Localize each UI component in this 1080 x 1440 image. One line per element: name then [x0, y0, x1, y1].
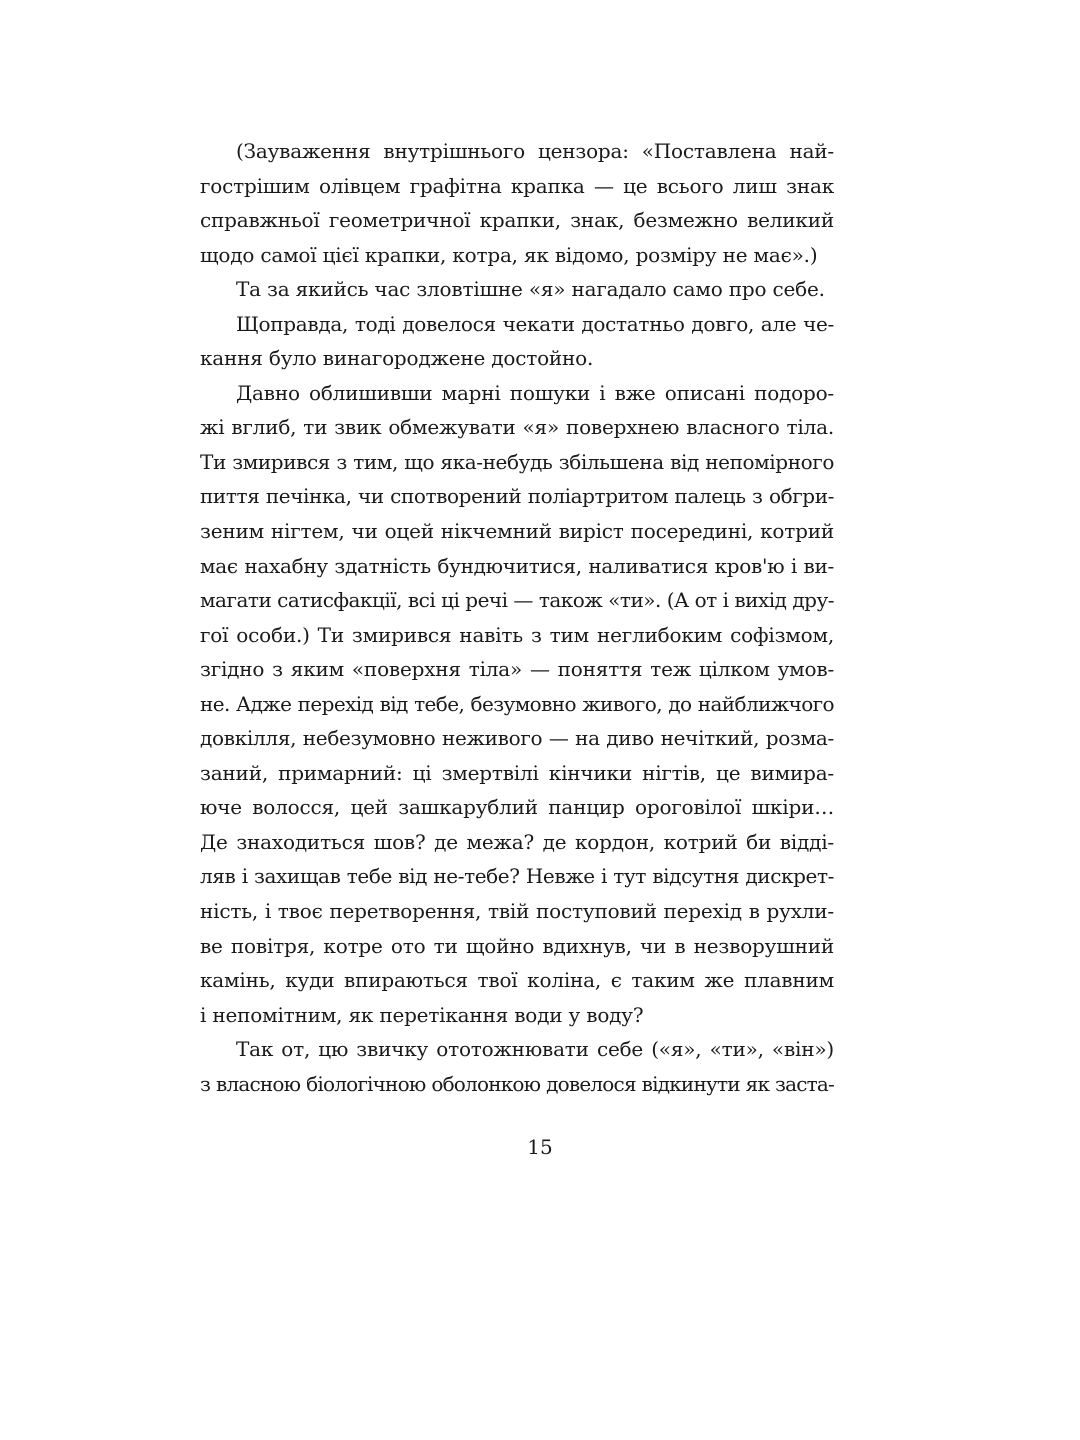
text-line: ність, і твоє перетворення, твій поступовий перехід в рухли-	[200, 899, 834, 924]
text-line: і непомітним, як перетікання води у воду?	[200, 1002, 644, 1027]
text-line: справжньої геометричної крапки, знак, безмежно великий	[200, 208, 834, 233]
text-line: щодо самої цієї крапки, котра, як відомо, розміру не має».)	[200, 242, 818, 267]
text-line: довкілля, небезумовно неживого — на диво нечіткий, розма-	[200, 726, 834, 751]
text-line: Ти змирився з тим, що яка-небудь збільшена від непомірного	[200, 449, 834, 474]
text-line: Щоправда, тоді довелося чекати достатньо довго, але че-	[236, 311, 834, 336]
text-line: гої особи.) Ти змирився навіть з тим неглибоким софізмом,	[200, 622, 834, 647]
text-line: гострішим олівцем графітна крапка — це всього лиш знак	[200, 173, 834, 198]
text-line: пиття печінка, чи спотворений поліартритом палець з обгри-	[200, 484, 834, 509]
text-line: магати сатисфакції, всі ці речі — також «ти». (А от і вихід дру-	[200, 588, 834, 613]
text-line: юче волосся, цей зашкарублий панцир ороговілої шкіри…	[200, 795, 834, 820]
text-line: Давно облишивши марні пошуки і вже описані подоро-	[236, 380, 834, 405]
text-line: жі вглиб, ти звик обмежувати «я» поверхнею власного тіла.	[200, 415, 834, 440]
text-line: згідно з яким «поверхня тіла» — поняття теж цілком умов-	[200, 657, 834, 682]
text-line: (Зауваження внутрішнього цензора: «Поставлена най-	[236, 139, 834, 163]
text-line: ве повітря, котре ото ти щойно вдихнув, чи в незворушний	[200, 933, 834, 958]
text-line: ляв і захищав тебе від не-тебе? Невже і тут відсутня дискрет-	[200, 864, 834, 889]
text-line: зеним нігтем, чи оцей нікчемний виріст посередині, котрий	[200, 519, 834, 544]
page-number: 15	[527, 1135, 553, 1159]
text-line: Та за якийсь час зловтішне «я» нагадало само про себе.	[236, 277, 825, 302]
text-line: не. Адже перехід від тебе, безумовно живого, до найближчого	[200, 691, 834, 716]
text-line: кання було винагороджене достойно.	[200, 346, 594, 371]
text-line: з власною біологічною оболонкою довелося відкинути як заста-	[200, 1071, 834, 1096]
text-line: камінь, куди впираються твої коліна, є таким же плавним	[200, 968, 834, 993]
text-line: Де знаходиться шов? де межа? де кордон, котрий би відді-	[200, 829, 834, 854]
text-line: Так от, цю звичку ототожнювати себе («я», «ти», «він»)	[236, 1037, 834, 1062]
text-line: має нахабну здатність бундючитися, наливатися кров'ю і ви-	[200, 553, 834, 578]
text-line: заний, примарний: ці змертвілі кінчики нігтів, це вимира-	[200, 760, 834, 785]
body-text	[200, 134, 834, 1101]
